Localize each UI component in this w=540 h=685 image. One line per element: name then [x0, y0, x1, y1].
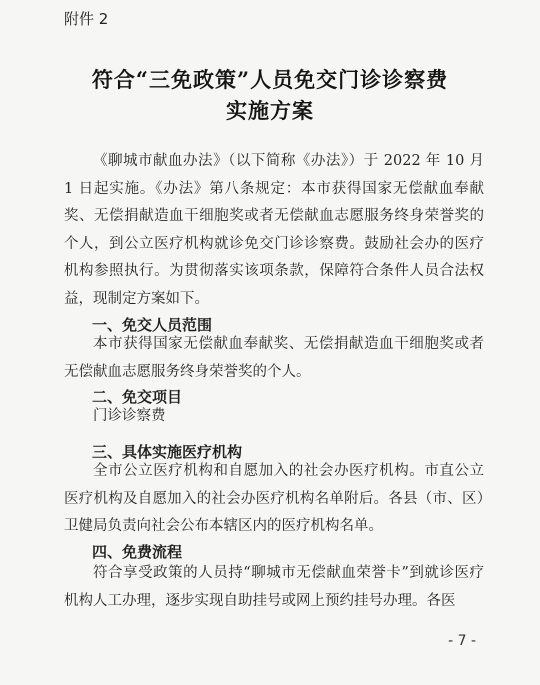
- section-body-4: 符合享受政策的人员持“聊城市无偿献血荣誉卡”到就诊医疗机构人工办理，逐步实现自助挂号或网上预约挂号办理。各医: [64, 565, 484, 609]
- document-title-line-2: 实施方案: [226, 98, 314, 123]
- section-heading-3: 三、具体实施医疗机构: [92, 443, 243, 461]
- section-body-2: 门诊诊察费: [93, 408, 166, 424]
- document-title-line-1: 符合“三免政策”人员免交门诊诊察费: [91, 67, 449, 92]
- attachment-label: 附件 2: [64, 10, 109, 28]
- intro-paragraph: 《聊城市献血办法》（以下简称《办法》）于 2022 年 10 月 1 日起实施。《办法》第八条规定：本市获得国家无偿献血奉献奖、无偿捐献造血干细胞奖或者无偿献血志愿服务终身荣誉奖的个人，到公立医疗机构就诊免交门诊诊察费。鼓励社会办的医疗机构参照执行。为贯彻落实该项条款，保障符合条件人员合法权益，现制定方案如下。: [64, 153, 484, 307]
- page-number: - 7 -: [448, 633, 476, 649]
- section-heading-4: 四、免费流程: [92, 543, 183, 561]
- section-body-3: 全市公立医疗机构和自愿加入的社会办医疗机构。市直公立医疗机构及自愿加入的社会办医疗机构名单附后。各县（市、区）卫健局负责向社会公布本辖区内的医疗机构名单。: [64, 463, 484, 534]
- section-heading-2: 二、免交项目: [92, 388, 183, 406]
- section-heading-1: 一、免交人员范围: [92, 316, 213, 334]
- section-body-1: 本市获得国家无偿献血奉献奖、无偿捐献造血干细胞奖或者无偿献血志愿服务终身荣誉奖的个人。: [64, 336, 484, 380]
